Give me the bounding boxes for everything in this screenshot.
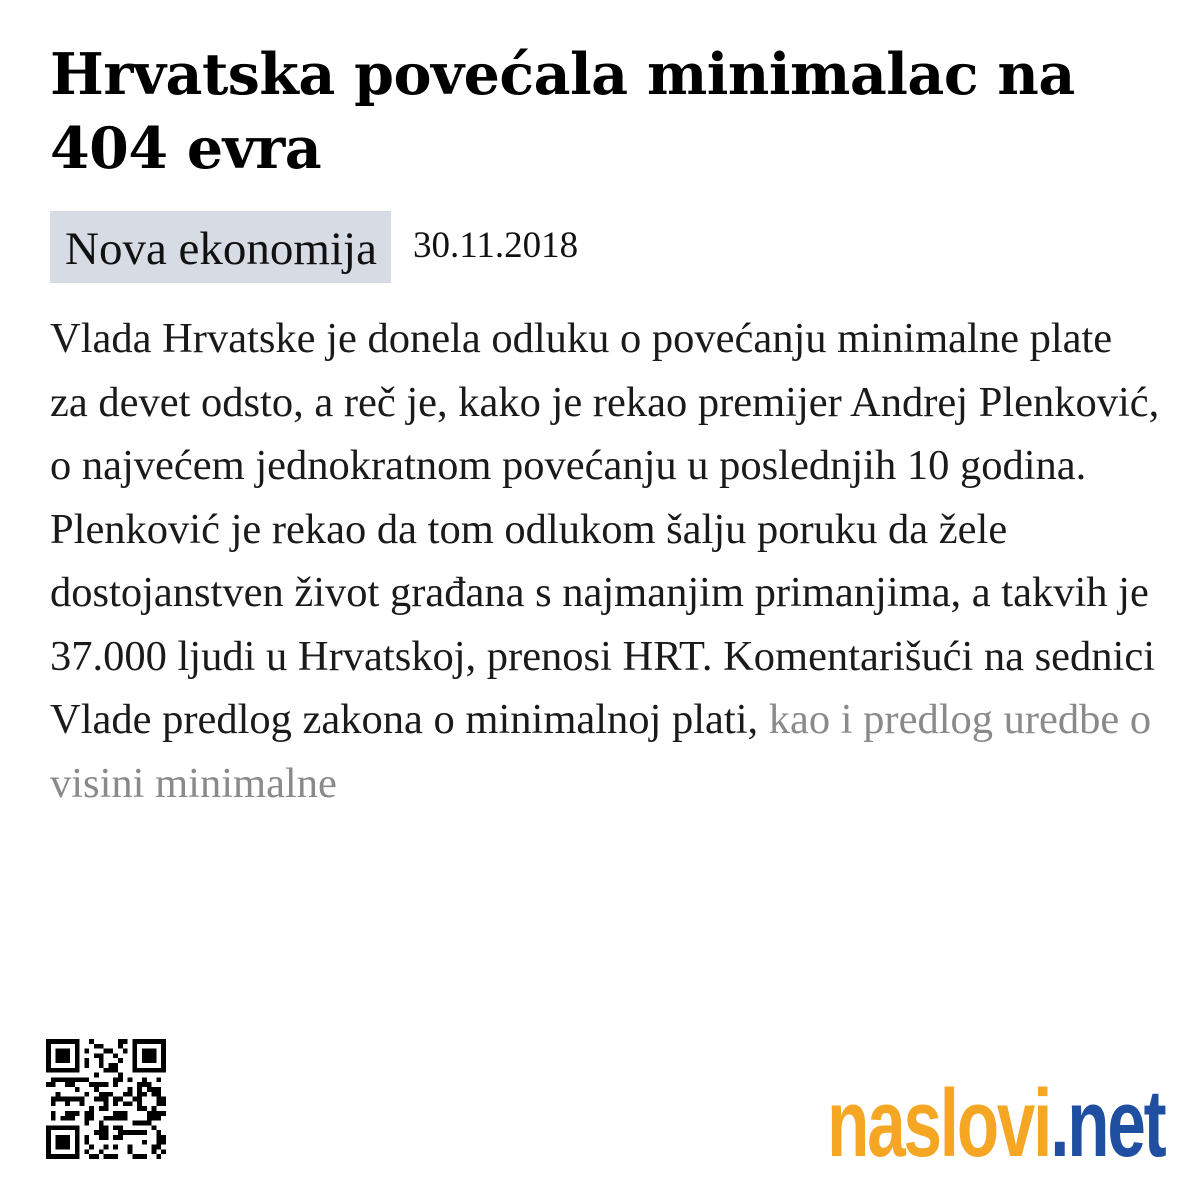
source-badge[interactable]: Nova ekonomija bbox=[50, 211, 391, 283]
article-body-text: Vlada Hrvatske je donela odluku o povećanju minimalne plate za devet odsto, a reč je, kako je rekao premijer Andrej Plenković, o najvećem jednokratnom povećanju u poslednjih 10 godina. Plenković je rekao da tom odlukom šalju poruku da žele dostojanstven život građana s najmanjim primanjima, a takvih je 37.000 ljudi u Hrvatskoj, prenosi HRT. Komentarišući na sednici Vlade predlog zakona o minimalnoj plati, bbox=[50, 315, 1160, 743]
article-meta bbox=[50, 211, 578, 283]
article-body bbox=[50, 307, 1160, 815]
naslovi-logo[interactable] bbox=[826, 1062, 1164, 1177]
qr-code-icon bbox=[46, 1036, 166, 1162]
logo-text-main: naslovi bbox=[826, 1070, 1050, 1177]
article-body-faded: kao i predlog uredbe o visini minimalne bbox=[50, 696, 1152, 807]
publish-date: 30.11.2018 bbox=[412, 225, 579, 266]
logo-text-tld: .net bbox=[1049, 1070, 1164, 1177]
article-title: Hrvatska povećala minimalac na 404 evra bbox=[50, 41, 1075, 182]
